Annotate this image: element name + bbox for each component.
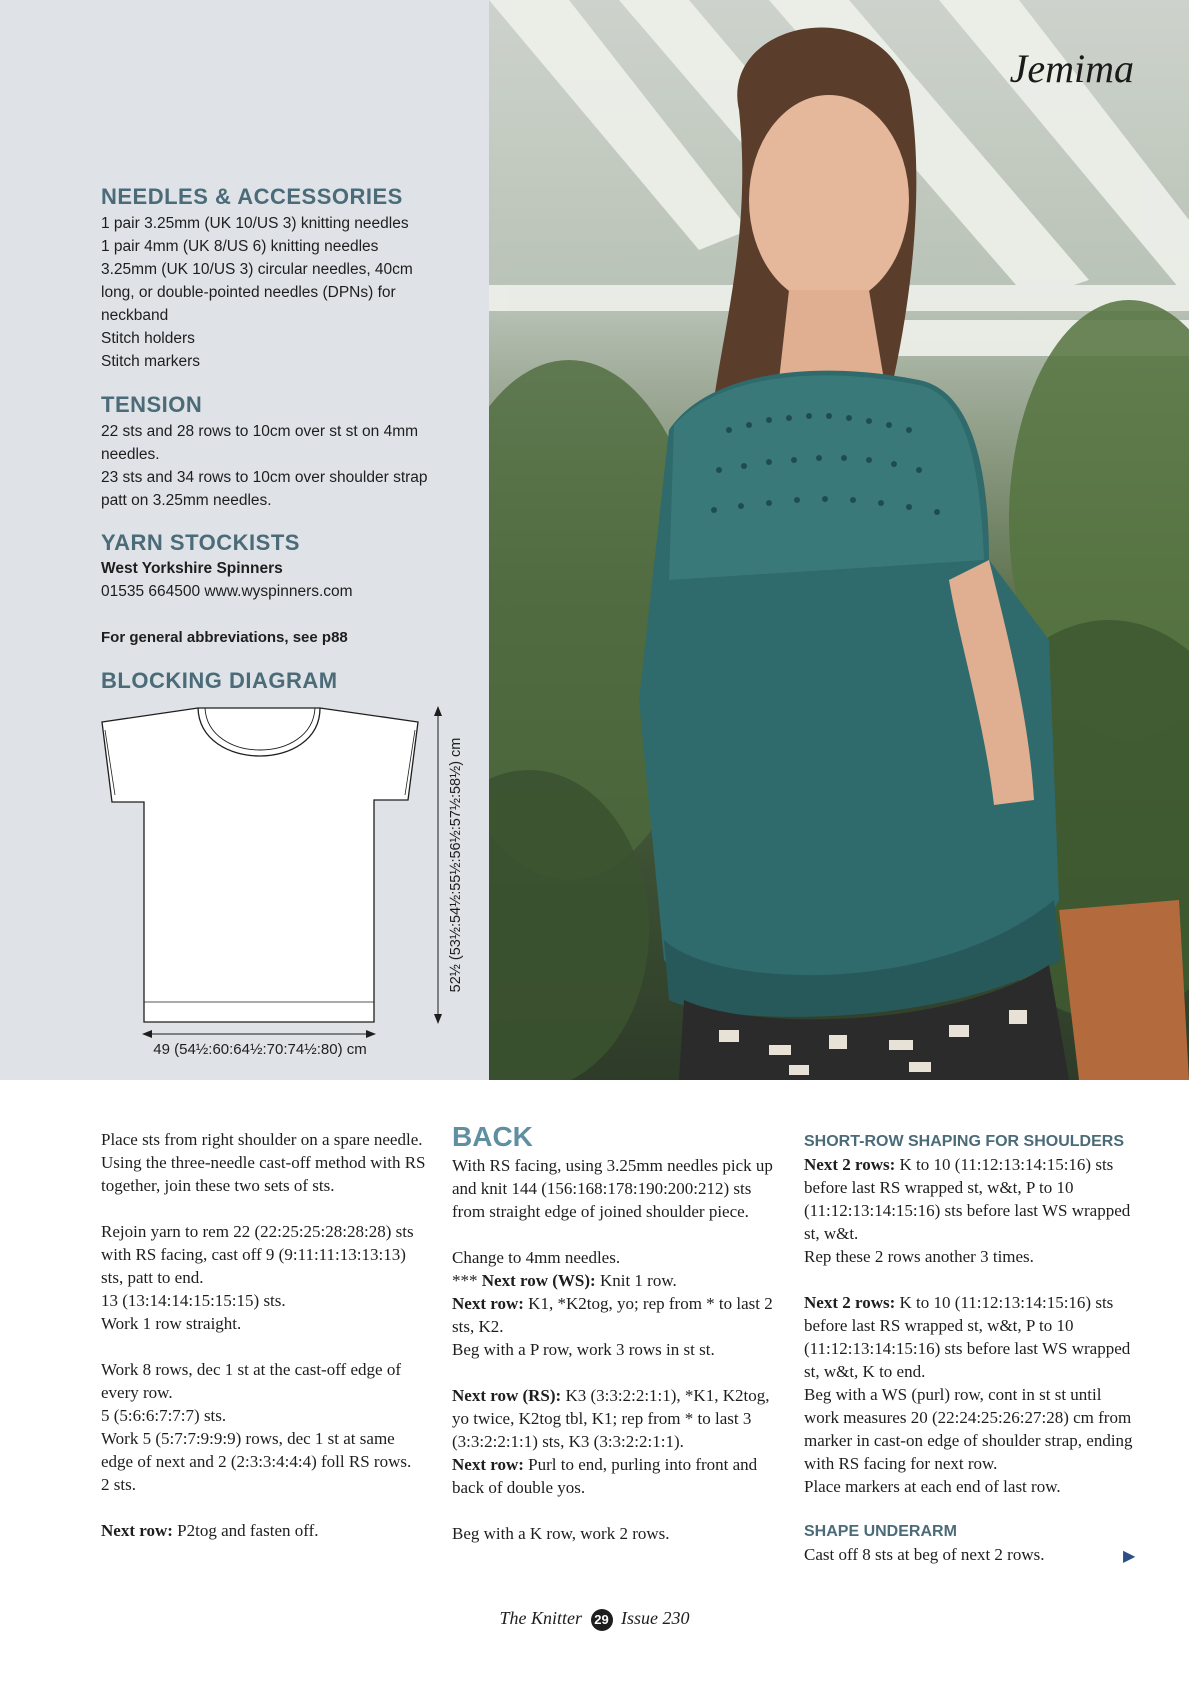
col2-paragraph: [452, 1522, 782, 1545]
instruction-label: Next row (WS):: [481, 1271, 596, 1290]
page-footer: [0, 1608, 1189, 1631]
instruction-label: Next row (RS):: [452, 1386, 562, 1405]
sweater-outline: [102, 708, 418, 1022]
abbrev-note: For general abbreviations, see p88: [101, 629, 348, 646]
instruction-text: K3 (3:3:2:2:1:1), *K1, K2tog, yo twice, K2tog tbl, K1; rep from * to last 3 (3:3:2:2:1:1) sts, K3 (3:3:2:2:1:1).: [452, 1386, 770, 1451]
column-2: [452, 1122, 782, 1568]
needles-item: Stitch markers: [101, 353, 201, 370]
col2-paragraph: [452, 1246, 782, 1361]
col2-line: [452, 1453, 782, 1499]
continue-arrow-icon: ▶: [1123, 1548, 1136, 1565]
length-label: 52½ (53½:54½:55½:56½:57½:58½) cm: [448, 737, 464, 993]
magazine-name: The Knitter: [499, 1608, 582, 1628]
plant-pot: [1059, 900, 1189, 1080]
blocking-heading: BLOCKING DIAGRAM: [101, 668, 338, 693]
photo-illustration: [489, 0, 1189, 1080]
instruction-label: Next row:: [101, 1521, 173, 1540]
length-arrowhead-bottom: [434, 1014, 442, 1024]
tension-line: 23 sts and 34 rows to 10cm over shoulder strap patt on 3.25mm needles.: [101, 469, 428, 509]
col2-text: Beg with a K row, work 2 rows.: [452, 1524, 670, 1543]
instruction-text: K to 10 (11:12:13:14:15:16) sts before last RS wrapped st, w&t, P to 10 (11:12:13:14:15:16) sts before last WS wrapped st, w&t, K to end.: [804, 1293, 1131, 1381]
col2-paragraph: [452, 1154, 782, 1223]
shape-underarm-heading: SHAPE UNDERARM: [804, 1523, 957, 1540]
col2-line: Beg with a P row, work 3 rows in st st.: [452, 1340, 715, 1359]
model-photo: [489, 0, 1189, 1080]
yarn-company: West Yorkshire Spinners: [101, 560, 283, 577]
width-arrowhead-left: [142, 1030, 152, 1038]
instruction-label: Next row:: [452, 1455, 524, 1474]
col2-line: Change to 4mm needles.: [452, 1248, 621, 1267]
needles-list: [101, 212, 431, 373]
col3-paragraph: [804, 1543, 1134, 1566]
col1-paragraph: [101, 1519, 431, 1542]
needles-item: 1 pair 4mm (UK 8/US 6) knitting needles: [101, 238, 379, 255]
column-1: [101, 1128, 431, 1565]
col2-paragraph: [452, 1384, 782, 1499]
col2-line: [452, 1269, 782, 1292]
tension-line: 22 sts and 28 rows to 10cm over st st on 4mm needles.: [101, 423, 419, 463]
yarn-contact: 01535 664500 www.wyspinners.com: [101, 583, 353, 600]
asterisks: ***: [452, 1271, 482, 1290]
info-sidebar: [0, 0, 489, 1080]
instruction-label: Next 2 rows:: [804, 1293, 896, 1312]
col3-line: Rep these 2 rows another 3 times.: [804, 1247, 1034, 1266]
yarn-heading: YARN STOCKISTS: [101, 530, 300, 555]
col1-line: 13 (13:14:14:15:15:15) sts.: [101, 1291, 286, 1310]
needles-item: 3.25mm (UK 10/US 3) circular needles, 40cm long, or double-pointed needles (DPNs) for neckband: [101, 261, 413, 324]
yarn-info: [101, 557, 431, 603]
col1-line: 2 sts.: [101, 1475, 136, 1494]
instruction-text: P2tog and fasten off.: [172, 1521, 319, 1540]
needles-item: Stitch holders: [101, 330, 195, 347]
col1-paragraph: [101, 1128, 431, 1197]
pattern-title: Jemima: [1009, 46, 1134, 91]
col3-paragraph: [804, 1153, 1134, 1268]
page-number: 29: [591, 1609, 613, 1631]
col3-line: [804, 1153, 1134, 1245]
col2-line: [452, 1292, 782, 1338]
instruction-label: Next row:: [452, 1294, 524, 1313]
col3-line: [804, 1291, 1134, 1383]
col3-line: Place markers at each end of last row.: [804, 1477, 1061, 1496]
width-arrowhead-right: [366, 1030, 376, 1038]
short-row-heading: SHORT-ROW SHAPING FOR SHOULDERS: [804, 1133, 1125, 1150]
col1-line: Place sts from right shoulder on a spare needle. Using the three-needle cast-off method with RS together, join these two sets of sts.: [101, 1130, 426, 1195]
needles-heading: NEEDLES & ACCESSORIES: [101, 184, 403, 209]
col2-line: [452, 1384, 782, 1453]
lace-yoke: [669, 375, 984, 580]
neck: [779, 290, 884, 380]
col1-line: 5 (5:6:6:7:7:7) sts.: [101, 1406, 227, 1425]
col1-paragraph: [101, 1358, 431, 1496]
instruction-label: Next 2 rows:: [804, 1155, 896, 1174]
col1-paragraph: [101, 1220, 431, 1335]
instruction-text: Knit 1 row.: [595, 1271, 677, 1290]
blocking-diagram: [90, 700, 470, 1070]
column-3: [804, 1131, 1134, 1589]
col1-line: Rejoin yarn to rem 22 (22:25:25:28:28:28) sts with RS facing, cast off 9 (9:11:11:13:13:13) sts, patt to end.: [101, 1222, 414, 1287]
col3-line: Beg with a WS (purl) row, cont in st st until work measures 20 (22:24:25:26:27:28) cm from marker in cast-on edge of shoulder strap, ending with RS facing for next row.: [804, 1385, 1133, 1473]
needles-item: 1 pair 3.25mm (UK 10/US 3) knitting needles: [101, 215, 409, 232]
issue-number: Issue 230: [621, 1608, 690, 1628]
instruction-text: K1, *K2tog, yo; rep from * to last 2 sts, K2.: [452, 1294, 773, 1336]
face: [749, 95, 909, 305]
col1-line: Work 5 (5:7:7:9:9:9) rows, dec 1 st at same edge of next and 2 (2:3:3:4:4:4) foll RS rows.: [101, 1429, 412, 1471]
col3-paragraph: [804, 1291, 1134, 1498]
length-arrowhead-top: [434, 706, 442, 716]
tension-text: [101, 420, 431, 512]
instruction-text: K to 10 (11:12:13:14:15:16) sts before last RS wrapped st, w&t, P to 10 (11:12:13:14:15:16) sts before last WS wrapped st, w&t.: [804, 1155, 1131, 1243]
col3-text: Cast off 8 sts at beg of next 2 rows.: [804, 1545, 1045, 1564]
back-heading: BACK: [452, 1121, 533, 1152]
tension-heading: TENSION: [101, 392, 203, 417]
col2-text: With RS facing, using 3.25mm needles pick up and knit 144 (156:168:178:190:200:212) sts from straight edge of joined shoulder piece.: [452, 1156, 773, 1221]
instruction-text: Purl to end, purling into front and back of double yos.: [452, 1455, 758, 1497]
width-label: 49 (54½:60:64½:70:74½:80) cm: [153, 1041, 367, 1058]
col1-line: Work 1 row straight.: [101, 1314, 242, 1333]
col1-line: Work 8 rows, dec 1 st at the cast-off edge of every row.: [101, 1360, 401, 1402]
